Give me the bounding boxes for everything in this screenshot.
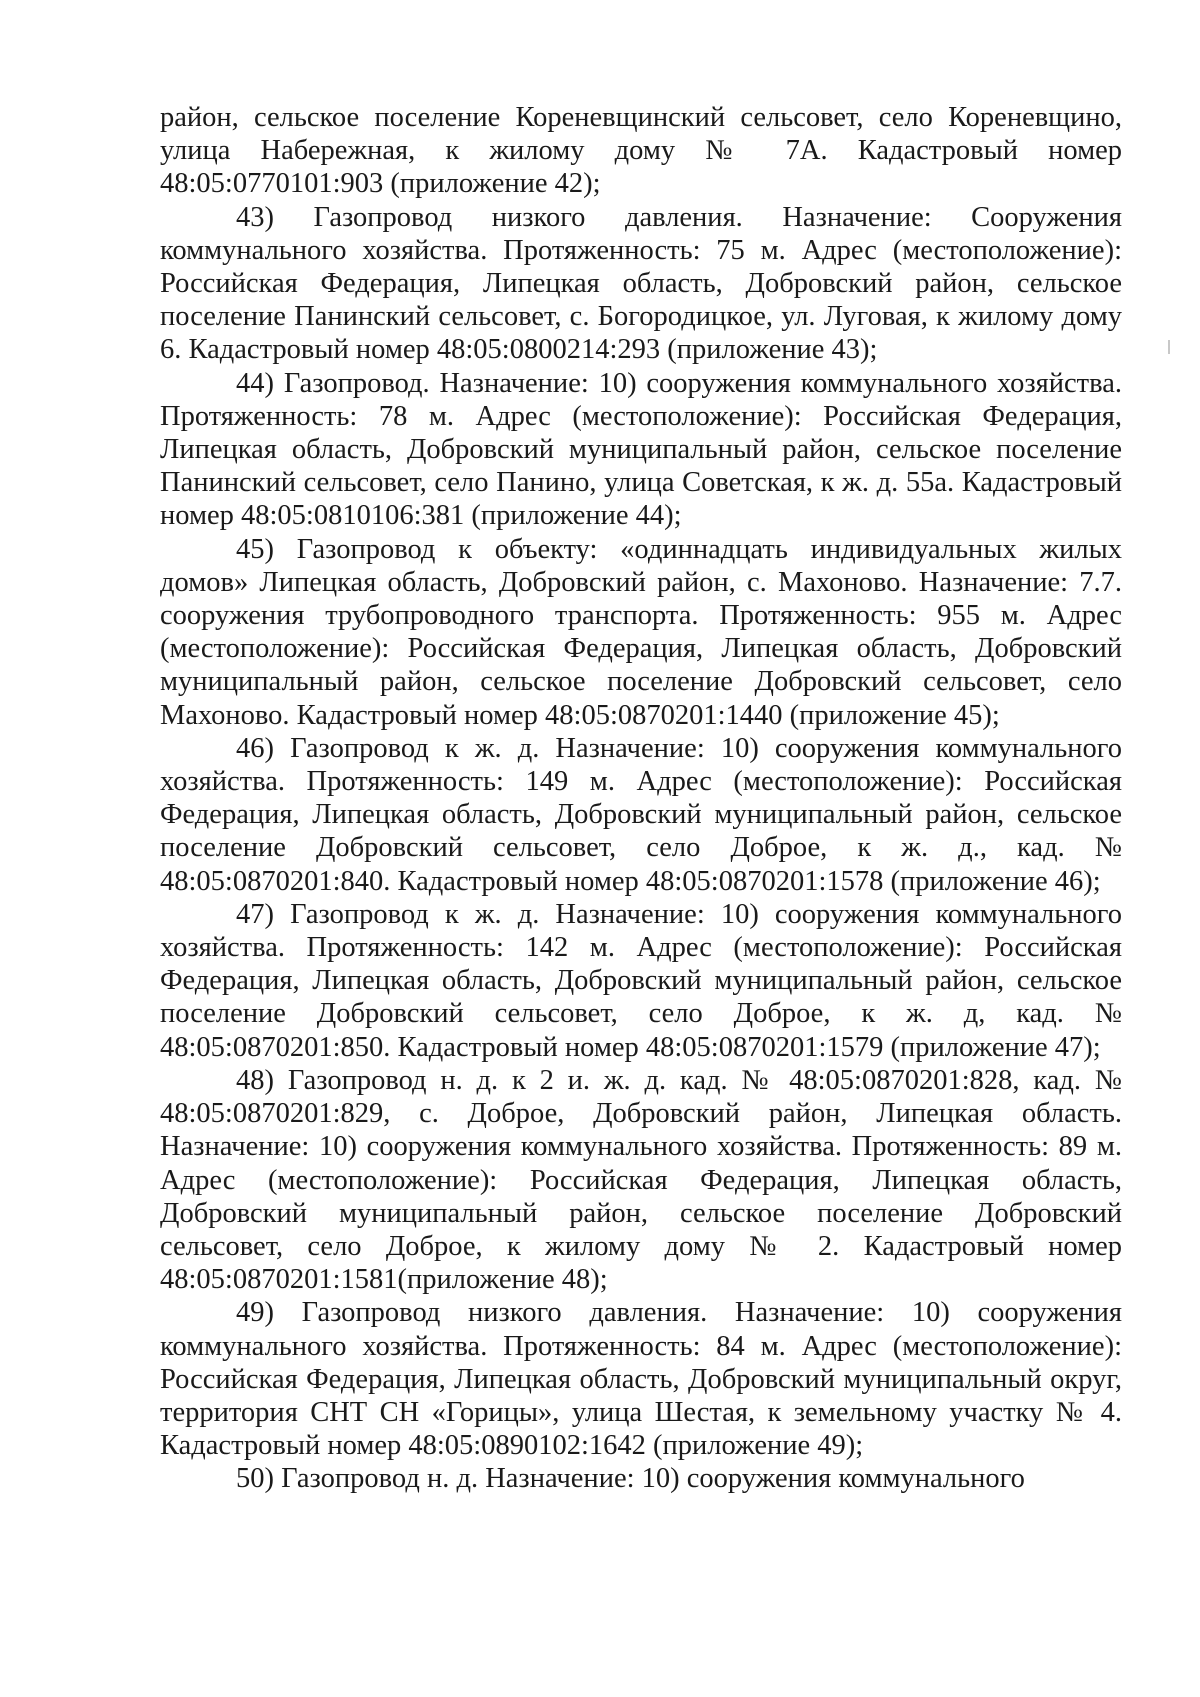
list-item-44 (160, 367, 1122, 533)
item-number: 44) (236, 367, 274, 399)
list-item-48 (160, 1064, 1122, 1296)
item-number: 43) (236, 201, 274, 233)
item-number: 49) (236, 1297, 274, 1329)
item-text: Газопровод низкого давления. Назначение: Сооружения коммунального хозяйства. Протяженность: 75 м. Адрес (местоположение): Российская Федерация, Липецкая область, Добровский район, сельское поселение Панинский сельсовет, с. Богородицкое, ул. Луговая, к жилому дому 6. Кадастровый номер 48:05:0800214:293 (приложение 43); (160, 201, 1123, 366)
item-number: 48) (236, 1064, 274, 1096)
list-item-47 (160, 898, 1122, 1064)
item-text: Газопровод к ж. д. Назначение: 10) сооружения коммунального хозяйства. Протяженность: 149 м. Адрес (местоположение): Российская Федерация, Липецкая область, Добровский муниципальный район, сельское поселение Добровский сельсовет, село Доброе, к ж. д., кад. № 48:05:0870201:840. Кадастровый номер 48:05:0870201:1578 (приложение 46); (160, 732, 1122, 897)
item-number: 50) (236, 1463, 274, 1495)
item-text: Газопровод. Назначение: 10) сооружения коммунального хозяйства. Протяженность: 78 м. Адрес (местоположение): Российская Федерация, Липецкая область, Добровский муниципальный район, сельское поселение Панинский сельсовет, село Панино, улица Советская, к ж. д. 55а. Кадастровый номер 48:05:0810106:381 (приложение 44); (160, 367, 1122, 532)
list-item-46 (160, 732, 1122, 898)
list-item-45 (160, 533, 1122, 732)
document-page (160, 101, 1122, 1496)
list-item-43 (160, 201, 1122, 367)
item-number: 47) (236, 898, 274, 930)
item-text: Газопровод к ж. д. Назначение: 10) сооружения коммунального хозяйства. Протяженность: 142 м. Адрес (местоположение): Российская Федерация, Липецкая область, Добровский муниципальный район, сельское поселение Добровский сельсовет, село Доброе, к ж. д, кад. № 48:05:0870201:850. Кадастровый номер 48:05:0870201:1579 (приложение 47); (160, 898, 1122, 1063)
item-text: Газопровод н. д. Назначение: 10) сооружения коммунального (281, 1463, 1025, 1495)
continuation-paragraph: район, сельское поселение Кореневщинский сельсовет, село Кореневщино, улица Набережная, к жилому дому № 7А. Кадастровый номер 48:05:0770101:903 (приложение 42); (160, 102, 1122, 200)
list-item-50 (160, 1462, 1122, 1495)
item-text: Газопровод к объекту: «одиннадцать индивидуальных жилых домов» Липецкая область, Добровский район, с. Махоново. Назначение: 7.7. сооружения трубопроводного транспорта. Протяженность: 955 м. Адрес (местоположение): Российская Федерация, Липецкая область, Добровский муниципальный район, сельское поселение Добровский сельсовет, село Махоново. Кадастровый номер 48:05:0870201:1440 (приложение 45); (160, 533, 1122, 731)
scan-artifact (1168, 340, 1170, 354)
item-text: Газопровод низкого давления. Назначение: 10) сооружения коммунального хозяйства. Протяженность: 84 м. Адрес (местоположение): Российская Федерация, Липецкая область, Добровский муниципальный округ, территория СНТ СН «Горицы», улица Шестая, к земельному участку № 4. Кадастровый номер 48:05:0890102:1642 (приложение 49); (160, 1297, 1122, 1462)
item-number: 45) (236, 533, 274, 565)
item-number: 46) (236, 732, 274, 764)
item-text: Газопровод н. д. к 2 и. ж. д. кад. № 48:05:0870201:828, кад. № 48:05:0870201:829, с. Доброе, Добровский район, Липецкая область. Назначение: 10) сооружения коммунального хозяйства. Протяженность: 89 м. Адрес (местоположение): Российская Федерация, Липецкая область, Добровский муниципальный район, сельское поселение Добровский сельсовет, село Доброе, к жилому дому № 2. Кадастровый номер 48:05:0870201:1581(приложение 48); (160, 1064, 1122, 1296)
list-item-49 (160, 1296, 1122, 1462)
